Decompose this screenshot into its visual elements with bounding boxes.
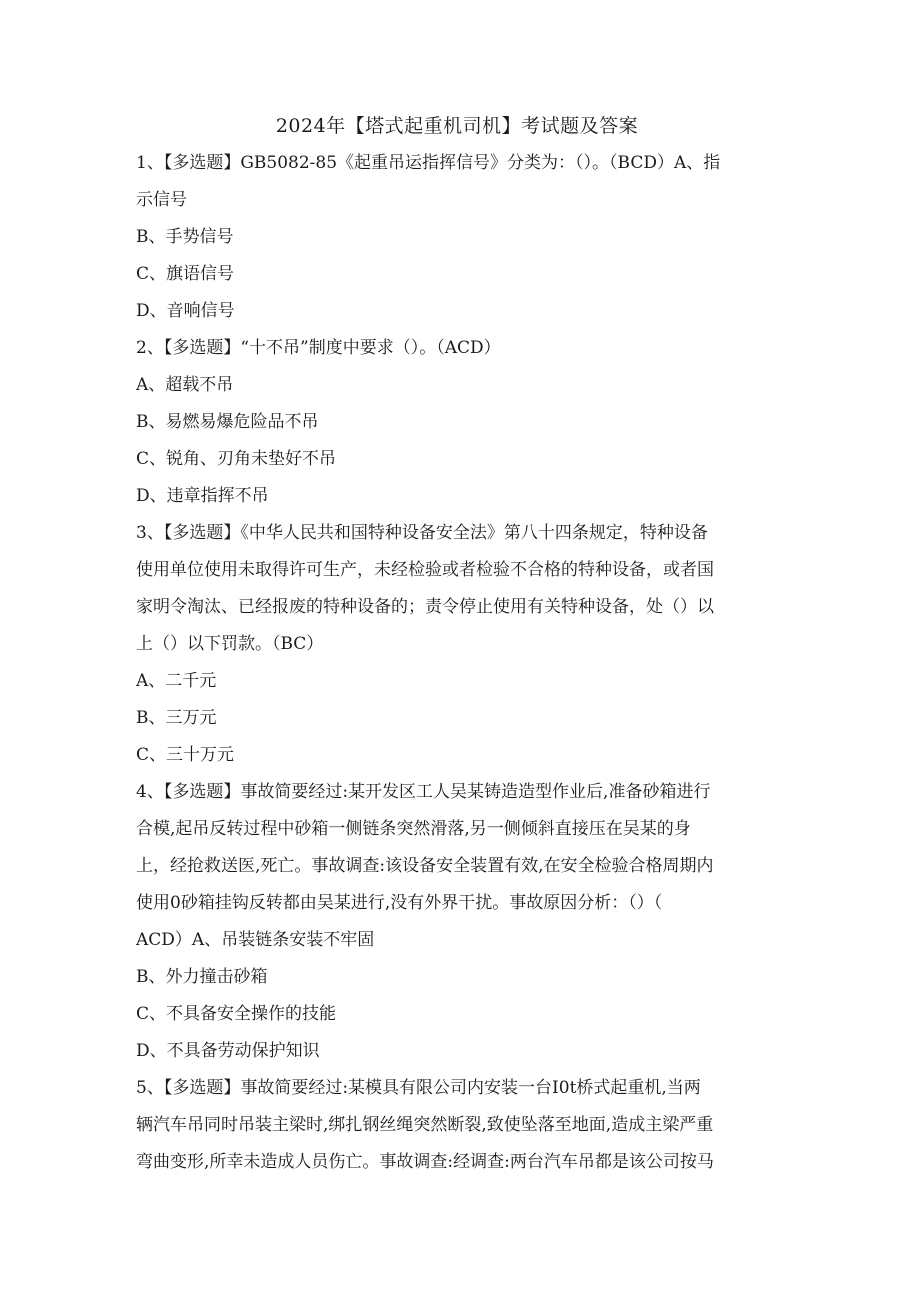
- option-b: B、三万元: [136, 708, 217, 728]
- question-stem-line: 使用0砂箱挂钩反转都由吴某进行,没有外界干扰。事故原因分析：（）（: [136, 893, 663, 913]
- question-stem-line: 1、【多选题】GB5082-85《起重吊运指挥信号》分类为：（）。（BCD）A、指: [136, 153, 721, 173]
- question-stem-line: 上，经抢救送医,死亡。事故调查:该设备安全装置有效,在安全检验合格周期内: [136, 856, 714, 876]
- question-stem-line: 示信号: [136, 190, 187, 210]
- question-2: [136, 330, 778, 515]
- option-d: D、违章指挥不吊: [136, 486, 269, 506]
- question-stem-line: 上（）以下罚款。（BC）: [136, 634, 324, 654]
- question-stem-line: 5、【多选题】事故简要经过:某模具有限公司内安装一台I0t桥式起重机,当两: [136, 1078, 701, 1098]
- question-stem-line: 3、【多选题】《中华人民共和国特种设备安全法》第八十四条规定，特种设备: [136, 523, 708, 543]
- option-b: B、外力撞击砂箱: [136, 967, 268, 987]
- option-d: D、不具备劳动保护知识: [136, 1041, 320, 1061]
- question-stem-line: 2、【多选题】“十不吊”制度中要求（）。（ACD）: [136, 338, 501, 358]
- document-page: [136, 108, 778, 1181]
- option-c: C、锐角、刃角未垫好不吊: [136, 449, 337, 469]
- question-4: [136, 774, 778, 1070]
- question-stem-line: ACD）A、吊装链条安装不牢固: [136, 930, 375, 950]
- question-stem-line: 合模,起吊反转过程中砂箱一侧链条突然滑落,另一侧倾斜直接压在吴某的身: [136, 819, 691, 839]
- question-stem-line: 弯曲变形,所幸未造成人员伤亡。事故调查:经调查:两台汽车吊都是该公司按马: [136, 1152, 714, 1172]
- option-d: D、音响信号: [136, 301, 235, 321]
- option-c: C、不具备安全操作的技能: [136, 1004, 337, 1024]
- option-c: C、三十万元: [136, 745, 235, 765]
- question-3: [136, 515, 778, 774]
- option-b: B、易燃易爆危险品不吊: [136, 412, 319, 432]
- question-5: [136, 1070, 778, 1181]
- option-a: A、二千元: [136, 671, 217, 691]
- option-c: C、旗语信号: [136, 264, 235, 284]
- option-a: A、超载不吊: [136, 375, 234, 395]
- question-stem-line: 使用单位使用未取得许可生产，未经检验或者检验不合格的特种设备，或者国: [136, 560, 714, 580]
- question-stem-line: 辆汽车吊同时吊装主梁时,绑扎钢丝绳突然断裂,致使坠落至地面,造成主梁严重: [136, 1115, 714, 1135]
- question-stem-line: 4、【多选题】事故简要经过:某开发区工人吴某铸造造型作业后,准备砂箱进行: [136, 782, 711, 802]
- question-1: [136, 145, 778, 330]
- option-b: B、手势信号: [136, 227, 234, 247]
- document-title: 2024年【塔式起重机司机】考试题及答案: [275, 115, 639, 137]
- question-stem-line: 家明令淘汰、已经报废的特种设备的；责令停止使用有关特种设备，处（）以: [136, 597, 714, 617]
